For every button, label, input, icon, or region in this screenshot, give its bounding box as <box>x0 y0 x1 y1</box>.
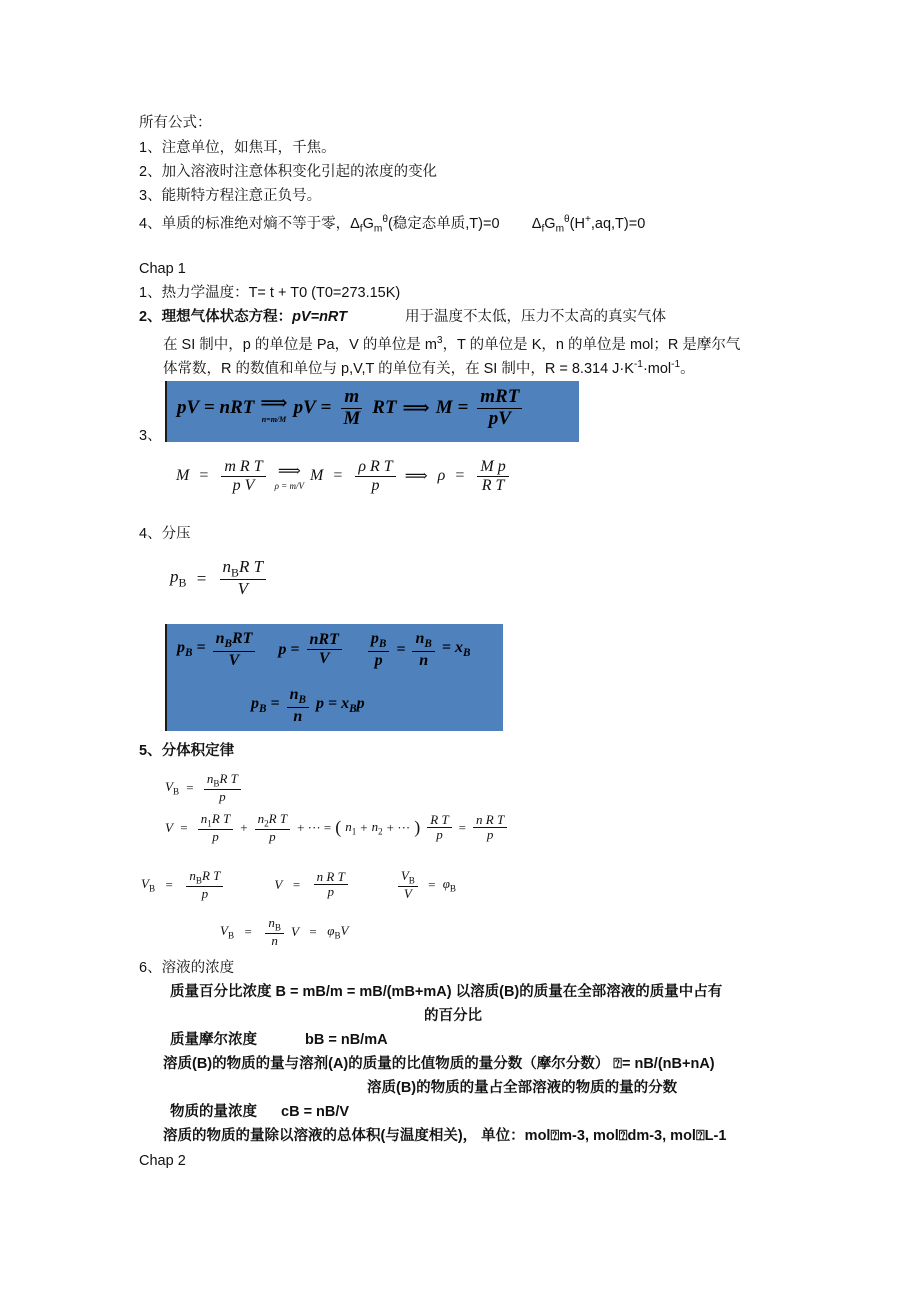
partial-volume-formula-4: $V_B$ = $\frac{n_B}{n}$ V = $\varphi_BV$ <box>220 915 349 948</box>
partial-pressure-formula: $p_B$ = $\frac{n_BR T}{V}$ <box>170 558 269 599</box>
conc-mass-percent-cont: 的百分比 <box>424 1008 482 1024</box>
chap1-line-5: 5、分体积定律 <box>139 743 235 759</box>
chap1-line-4: 4、分压 <box>139 526 191 542</box>
conc-mole-fraction-desc: 溶质(B)的物质的量占全部溶液的物质的量的分数 <box>367 1080 678 1096</box>
intro-item-1: 1、注意单位，如焦耳，千焦。 <box>139 140 336 156</box>
intro-title: 所有公式： <box>139 115 212 131</box>
formula-box-ideal-gas: pV = nRT ⟹ n=m/M pV = $\frac{m}{M}$ RT ⟹ M = $\frac{\text{mRT}}{pV}$ <box>165 381 579 442</box>
formula-box-partial-pressure: $p_B$ = $\frac{n_BRT}{V}$ p = $\frac{\text{nRT}}{V}$ $\frac{p_B}{p}$ = $\frac{n_B}{n}$ = $x_B$ $p_B$ = $\frac{n_B}{n}$ $p = x_Bp$ <box>165 624 503 731</box>
partial-volume-formula-1: $V_B$ = $\frac{n_BR T}{p}$ <box>165 772 244 804</box>
chap2-heading: Chap 2 <box>139 1153 186 1169</box>
partial-volume-formula-3: $V_B$ = $\frac{n_BR T}{p}$ V = $\frac{\text{n R T}}{p}$ $\frac{V_B}{V}$ = $\varphi_B$ <box>141 868 456 901</box>
conc-molality: 质量摩尔浓度 bB = nB/mA <box>170 1032 388 1048</box>
molar-mass-formula: M = $\frac{\text{m R T}}{\text{p V}}$ ⟹ ρ = m/V M = $\frac{\text{ρ R T}}{p}$ ⟹ ρ = $\frac{\text{M p}}{\text{R T}}$ <box>176 458 512 494</box>
conc-mass-percent: 质量百分比浓度 B = mB/m = mB/(mB+mA) 以溶质(B)的质量在全部溶液的质量中占有 <box>170 984 723 1000</box>
intro-item-4: 4、单质的标准绝对熵不等于零，$\Delta_fG_m^\theta$(稳定态单质,T)=0 $\Delta_fG_m^\theta(H^+,aq,T)=0$ <box>139 214 646 235</box>
conc-molarity: 物质的量浓度 cB = nB/V <box>170 1104 350 1120</box>
chap1-line-3: 3、 <box>139 428 162 444</box>
ideal-gas-desc-2: 体常数，R 的数值和单位与 p,V,T 的单位有关，在 SI 制中，R = 8.314 $J\cdot K^{-1}\cdot mol^{-1}$。 <box>163 359 695 377</box>
chap1-line-2: 2、理想气体状态方程：pV=nRT 用于温度不太低，压力不太高的真实气体 <box>139 309 666 325</box>
conc-molarity-desc: 溶质的物质的量除以溶液的总体积(与温度相关)， 单位：mol⍰m-3, mol⍰dm-3, mol⍰L-1 <box>163 1128 727 1144</box>
intro-item-3: 3、能斯特方程注意正负号。 <box>139 188 322 204</box>
ideal-gas-desc-1: 在 SI 制中，p 的单位是 Pa，V 的单位是 $m^3$，T 的单位是 K，n 的单位是 mol；R 是摩尔气 <box>163 335 741 353</box>
chap1-line-6: 6、溶液的浓度 <box>139 960 235 976</box>
intro-item-2: 2、加入溶液时注意体积变化引起的浓度的变化 <box>139 164 438 180</box>
partial-volume-formula-2: V = $\frac{n_1R T}{p}$ + $\frac{n_2R T}{p}$ + ··· = ( $n_1$ + $n_2$ + ··· ) $\frac{\text{R T}}{p}$ = $\frac{\text{n R T}}{p}$ <box>165 812 510 844</box>
conc-mole-fraction: 溶质(B)的物质的量与溶剂(A)的质量的比值物质的量分数（摩尔分数） ⍰= nB/(nB+nA) <box>163 1056 715 1072</box>
chap1-line-1: 1、热力学温度：T= t + T0 (T0=273.15K) <box>139 285 401 301</box>
chap1-heading: Chap 1 <box>139 261 186 277</box>
